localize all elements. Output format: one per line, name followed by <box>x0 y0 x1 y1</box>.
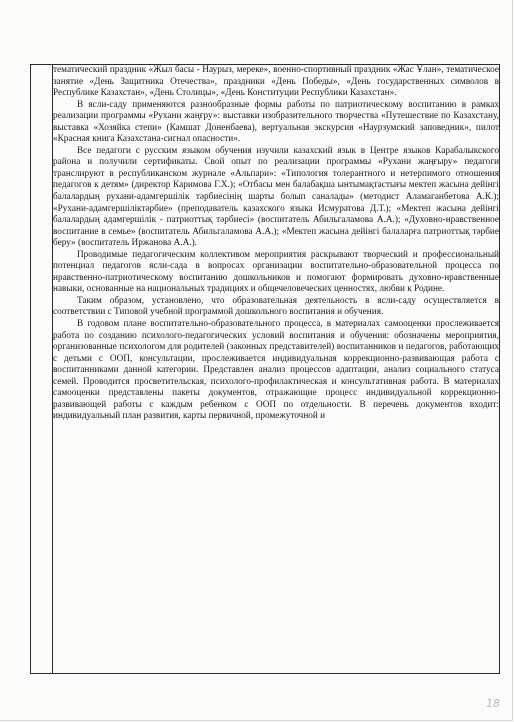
content-table <box>30 64 500 674</box>
page-number: 18 <box>486 697 500 710</box>
paragraph-annual-plan: В годовом плане воспитательно-образовательного процесса, в материалах самооценки прослеживается работа по созданию психолого-педагогических условий воспитания и обучения: обозначены мероприятия, организованные психологом для родителей (законных представителей) воспитанников и педагогов, работающих с детьми с ООП, консультации, прослеживается индивидуальная коррекционно-развивающая работа с воспитанниками данной категории. Представлен анализ процессов адаптации, анализ социального статуса семей. Проводится просветительская, психолого-профилактическая и консультативная работа. В материалах самооценки представлены пакеты документов, отражающие процесс индивидуальной коррекционно-развивающей работы с каждым ребенком с ООП по отдельности. В перечень документов входит: индивидуальный план развития, карты первичной, промежуточной и <box>53 319 499 422</box>
paragraph-holidays: тематический праздник «Жыл басы - Наурыз, мереке», военно-спортивный праздник «Жас Ұлан», тематическое занятие «День Защитника Отечества», праздники «День Победы», «День государственных символов в Республике Казахстан», «День Столицы», «День Конституции Республики Казахстан». <box>53 65 499 99</box>
paragraph-conclusion: Таким образом, установлено, что образовательная деятельность в ясли-саду осуществляется в соответствии с Типовой учебной программой дошкольного воспитания и обучения. <box>53 295 499 318</box>
table-row <box>31 65 500 674</box>
paragraph-forms-of-work: В ясли-саду применяются разнообразные формы работы по патриотическому воспитанию в рамках реализации программы «Рухани жаңғру»: выставки изобразительного творчества «Путешествие по Казахстану, выставка «Хозяйка степи» (Камшат Доненбаева), вертуальная экскурсия «Наурзумский заповедник», пилот «Красная книга Казахстана-сигнал опасности». <box>53 99 499 145</box>
empty-left-cell <box>31 65 53 674</box>
paragraph-teachers-kazakh: Все педагоги с русским языком обучения изучили казахский язык в Центре языков Карабалыкского района и получили сертификаты. Свой опыт по реализации программы «Рухани жаңғыру» педагоги транслируют в республиканском журнале «Альпари»: «Типология толерантного и нетерпимого отношения педагогов к детям» (директор Каримова Г.Х.); «Отбасы мен балабақша ынтымақтастығы мектеп жасына дейінгі балалардың рухани-адамгершілік тәрбиесінің шарты болып саналады» (методист Аламаганбетова А.К.); «Рухани-адамгершіліктәрбие» (преподаватель казахского языка Исмуратова Д.Т.); «Мектеп жасына дейінгі балалардың адамгершілік - патриоттық тәрбиесі» (воспитатель Абильгаламова А.А.); «Духовно-нравственное воспитание в семье» (воспитатель Абильгаламова А.А.); «Мектеп жасына дейінгі балаларға патриоттық тәрбие беру» (воспитатель Иржанова А.А.). <box>53 145 499 249</box>
text-cell <box>53 65 500 674</box>
paragraph-events-potential: Проводимые педагогическим коллективом мероприятия раскрывают творческий и профессиональный потенциал педагогов ясли-сада в вопросах организации воспитательно-образовательной процесса по нравственно-патриотическому воспитанию дошкольников и помогают формировать духовно-нравственные навыки, основанные на национальных традициях и общечеловеческих ценностях, любви к Родине. <box>53 249 499 295</box>
